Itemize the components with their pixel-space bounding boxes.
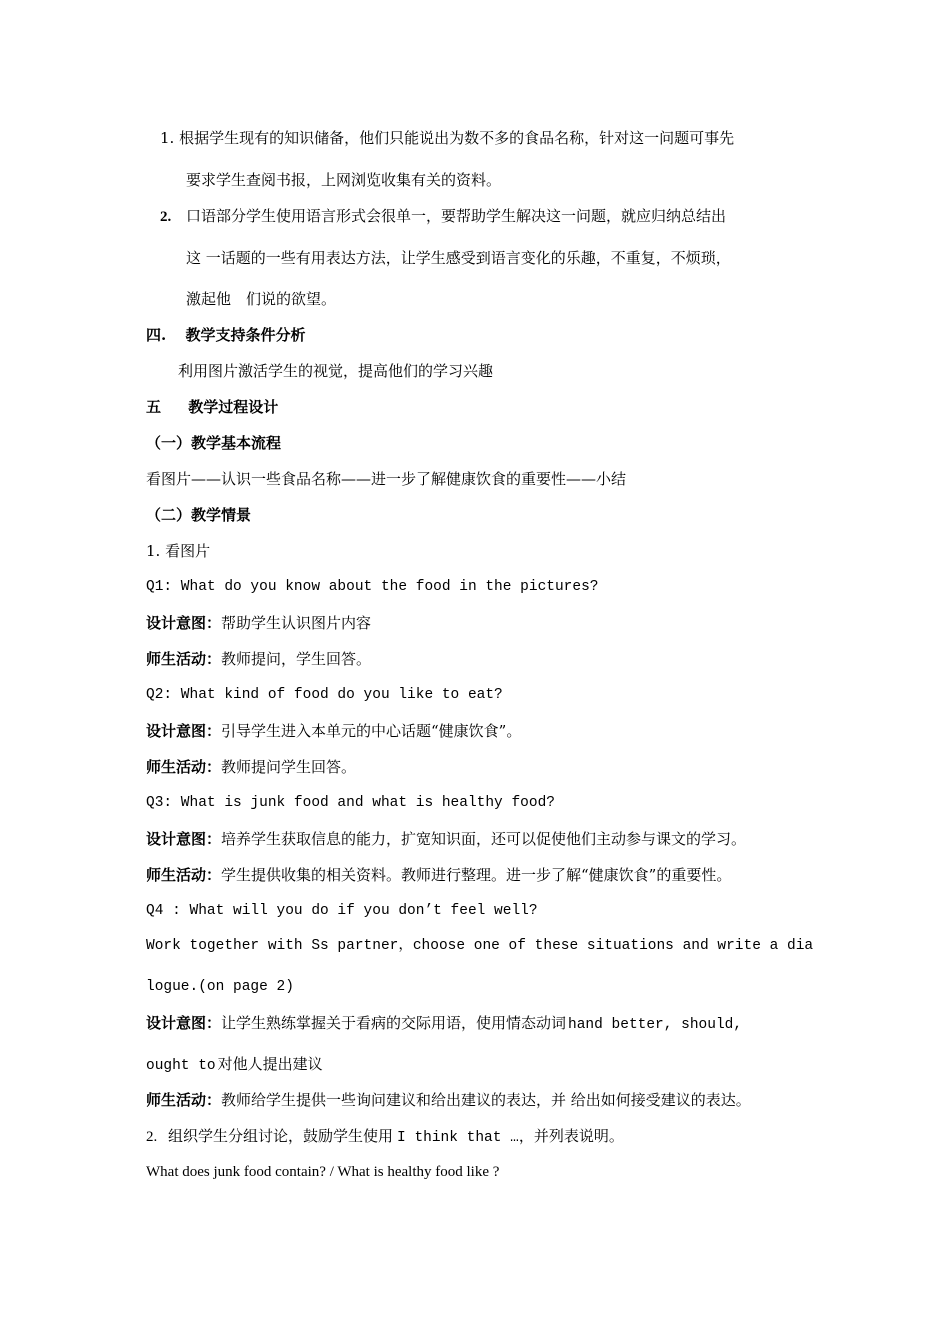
question-text: Q2: What kind of food do you like to eat?: [146, 687, 503, 703]
paragraph-text: Work together with Ss partner，choose one of these situations and write a dia: [146, 938, 814, 954]
question-1: [146, 577, 598, 597]
paragraph-text: 教师提问学生回答。: [221, 758, 357, 776]
list-item-1: [160, 128, 734, 148]
question-text: Q1: What do you know about the food in the pictures?: [146, 579, 599, 595]
paragraph-text: 引导学生进入本单元的中心话题“健康饮食”。: [221, 722, 522, 740]
task-instruction-cont: [146, 977, 294, 997]
subsection-heading-1: [146, 433, 281, 453]
heading-text: 教学过程设计: [188, 398, 279, 416]
list-number: 2.: [160, 209, 172, 225]
question-4: [146, 901, 538, 921]
task-instruction: [146, 936, 813, 956]
english-term: ought to: [146, 1058, 216, 1074]
paragraph-text: 帮助学生认识图片内容: [221, 614, 372, 632]
step-2: [146, 1126, 624, 1148]
list-item-2: [160, 206, 726, 227]
paragraph-text: 要求学生查阅书报，上网浏览收集有关的资料。: [186, 171, 502, 189]
design-intent-3: [146, 829, 746, 849]
label: 师生活动：: [146, 866, 222, 884]
list-item-1-cont: [186, 170, 501, 190]
paragraph-text: logue.(on page 2): [146, 979, 294, 995]
label: 设计意图：: [146, 722, 222, 740]
activity-1: [146, 649, 371, 669]
question-text: Q3: What is junk food and what is healthy food?: [146, 795, 555, 811]
step-1: [146, 541, 210, 561]
heading-number: 四.: [146, 326, 167, 344]
label: 设计意图：: [146, 614, 222, 632]
section-heading-5: [146, 397, 278, 417]
paragraph-text: 口语部分学生使用语言形式会很单一，要帮助学生解决这一问题，就应归纳总结出: [186, 207, 727, 225]
paragraph-text: ，并列表说明。: [518, 1127, 624, 1145]
paragraph-text: 1. 根据学生现有的知识储备，他们只能说出为数不多的食品名称，针对这一问题可事先: [160, 129, 735, 147]
design-intent-1: [146, 613, 371, 633]
list-number: 2.: [146, 1129, 158, 1145]
paragraph-text: 看图片——认识一些食品名称——进一步了解健康饮食的重要性——小结: [146, 470, 627, 488]
list-item-2-cont: [186, 289, 336, 309]
paragraph-text: 利用图片激活学生的视觉，提高他们的学习兴趣: [178, 362, 494, 380]
design-intent-4-cont: [146, 1054, 323, 1076]
list-item-2-cont: [186, 248, 731, 268]
design-intent-4: [146, 1013, 742, 1035]
subsection-heading-2: [146, 505, 251, 525]
design-intent-2: [146, 721, 521, 741]
label: 设计意图：: [146, 830, 222, 848]
question-2: [146, 685, 503, 705]
paragraph-text: 激起他 们说的欲望。: [186, 290, 337, 308]
paragraph-text: 培养学生获取信息的能力，扩宽知识面，还可以促使他们主动参与课文的学习。: [221, 830, 747, 848]
question-text: Q4 : What will you do if you don’t feel well?: [146, 903, 538, 919]
flow-text: [146, 469, 626, 489]
activity-4: [146, 1090, 751, 1110]
question-3: [146, 793, 555, 813]
paragraph-text: 教师给学生提供一些询问建议和给出建议的表达，并 给出如何接受建议的表达。: [221, 1091, 751, 1109]
label: 设计意图：: [146, 1014, 222, 1032]
paragraph-text: 教师提问，学生回答。: [221, 650, 372, 668]
activity-2: [146, 757, 356, 777]
paragraph-text: 1. 看图片: [146, 542, 211, 560]
heading-number: 五: [146, 398, 162, 416]
paragraph: [178, 361, 493, 381]
heading-text: 教学支持条件分析: [185, 326, 306, 344]
english-term: I think that …: [397, 1130, 519, 1146]
paragraph-text: 让学生熟练掌握关于看病的交际用语，使用情态动词: [221, 1014, 567, 1032]
paragraph-text: 学生提供收集的相关资料。教师进行整理。进一步了解“健康饮食”的重要性。: [221, 866, 732, 884]
label: 师生活动：: [146, 1091, 222, 1109]
label: 师生活动：: [146, 650, 222, 668]
english-term: hand better, should,: [568, 1017, 743, 1033]
heading-text: （二）教学情景: [146, 506, 252, 524]
paragraph-text: What does junk food contain? / What is healthy food like ?: [146, 1164, 500, 1180]
activity-3: [146, 865, 731, 885]
paragraph-text: 这 一话题的一些有用表达方法，让学生感受到语言变化的乐趣，不重复，不烦琐，: [186, 249, 731, 267]
discussion-questions: [146, 1162, 499, 1182]
heading-text: （一）教学基本流程: [146, 434, 282, 452]
paragraph-text: 对他人提出建议: [217, 1055, 323, 1073]
label: 师生活动：: [146, 758, 222, 776]
paragraph-text: 组织学生分组讨论，鼓励学生使用: [168, 1127, 394, 1145]
section-heading-4: [146, 325, 305, 345]
